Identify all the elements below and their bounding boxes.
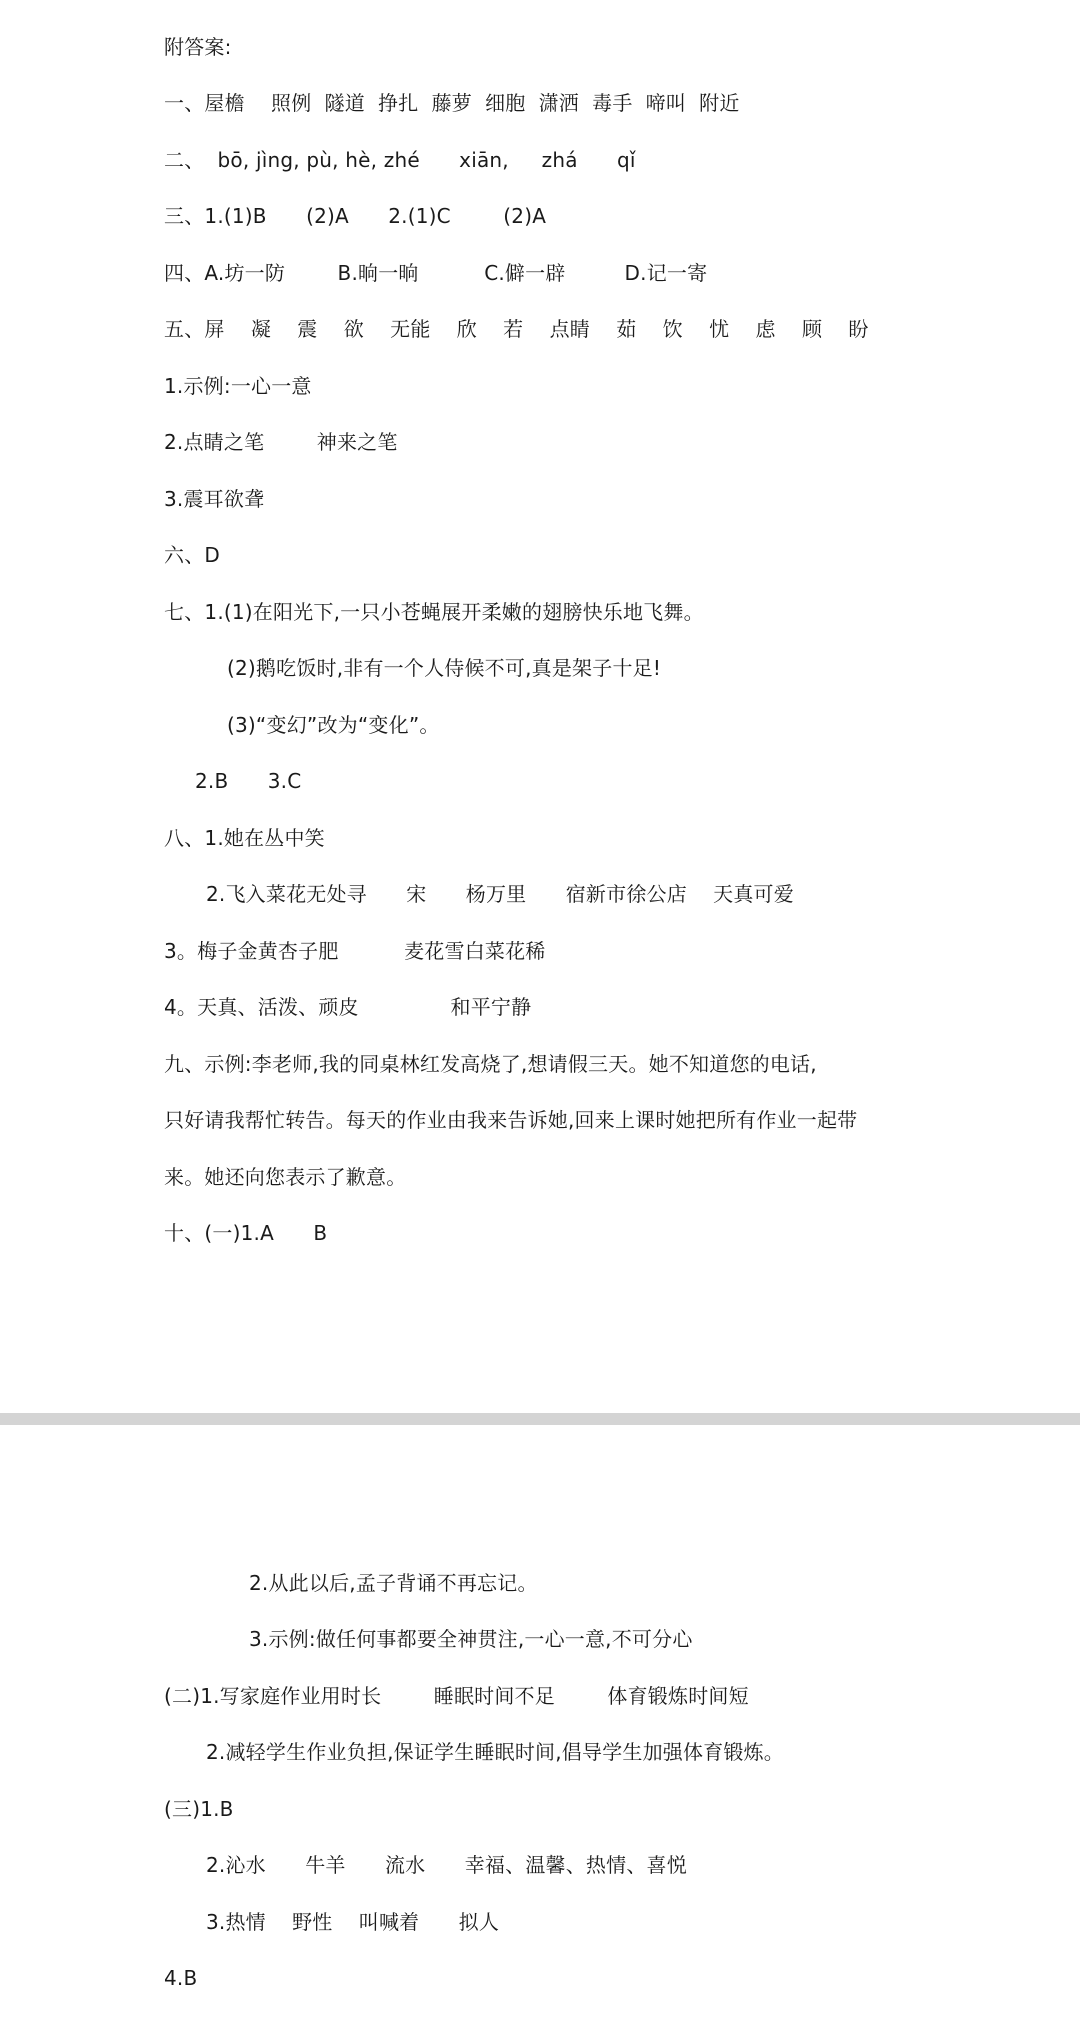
answer-line-27: 2.沁水 牛羊 流水 幸福、温馨、热情、喜悦 (206, 1853, 687, 1877)
answer-line-9: 六、D (164, 543, 221, 567)
answer-line-25: 2.减轻学生作业负担,保证学生睡眠时间,倡导学生加强体育锻炼。 (206, 1740, 784, 1764)
answer-line-15: 2.飞入菜花无处寻 宋 杨万里 宿新市徐公店 天真可爱 (206, 882, 794, 906)
answer-line-12: (3)“变幻”改为“变化”。 (227, 713, 440, 737)
answer-line-22: 2.从此以后,孟子背诵不再忘记。 (249, 1571, 538, 1595)
answer-line-2: 二、 bō, jìng, pù, hè, zhé xiān, zhá qǐ (164, 148, 636, 172)
answer-line-17: 4。天真、活泼、顽皮 和平宁静 (164, 995, 532, 1019)
answer-line-21: 十、(一)1.A B (164, 1221, 328, 1245)
answer-line-14: 八、1.她在丛中笑 (164, 826, 325, 850)
answer-line-4: 四、A.坊一防 B.晌一晌 C.僻一辟 D.记一寄 (164, 261, 708, 285)
answer-heading: 附答案: (164, 35, 232, 59)
answer-line-23: 3.示例:做任何事都要全神贯注,一心一意,不可分心 (249, 1627, 693, 1651)
answer-line-1: 一、屋檐 照例 隧道 挣扎 藤萝 细胞 潇洒 毒手 啼叫 附近 (164, 91, 740, 115)
answer-page-2 (0, 1425, 1080, 2021)
answer-line-19: 只好请我帮忙转告。每天的作业由我来告诉她,回来上课时她把所有作业一起带 (164, 1108, 858, 1132)
answer-line-16: 3。梅子金黄杏子肥 麦花雪白菜花稀 (164, 939, 546, 963)
answer-line-8: 3.震耳欲聋 (164, 487, 265, 511)
answer-line-5: 五、屏 凝 震 欲 无能 欣 若 点睛 茹 饮 忧 虑 顾 盼 (164, 317, 869, 341)
answer-line-10: 七、1.(1)在阳光下,一只小苍蝇展开柔嫩的翅膀快乐地飞舞。 (164, 600, 704, 624)
answer-line-11: (2)鹅吃饭时,非有一个人侍候不可,真是架子十足! (227, 656, 662, 680)
answer-line-29: 4.B (164, 1966, 198, 1990)
answer-line-28: 3.热情 野性 叫喊着 拟人 (206, 1910, 500, 1934)
answer-line-24: (二)1.写家庭作业用时长 睡眠时间不足 体育锻炼时间短 (164, 1684, 749, 1708)
answer-line-18: 九、示例:李老师,我的同桌林红发高烧了,想请假三天。她不知道您的电话, (164, 1052, 817, 1076)
answer-line-3: 三、1.(1)B (2)A 2.(1)C (2)A (164, 204, 547, 228)
answer-line-20: 来。她还向您表示了歉意。 (164, 1165, 407, 1189)
answer-line-7: 2.点睛之笔 神来之笔 (164, 430, 398, 454)
answer-line-13: 2.B 3.C (195, 769, 302, 793)
answer-line-6: 1.示例:一心一意 (164, 374, 312, 398)
answer-line-26: (三)1.B (164, 1797, 234, 1821)
page-separator (0, 1413, 1080, 1425)
